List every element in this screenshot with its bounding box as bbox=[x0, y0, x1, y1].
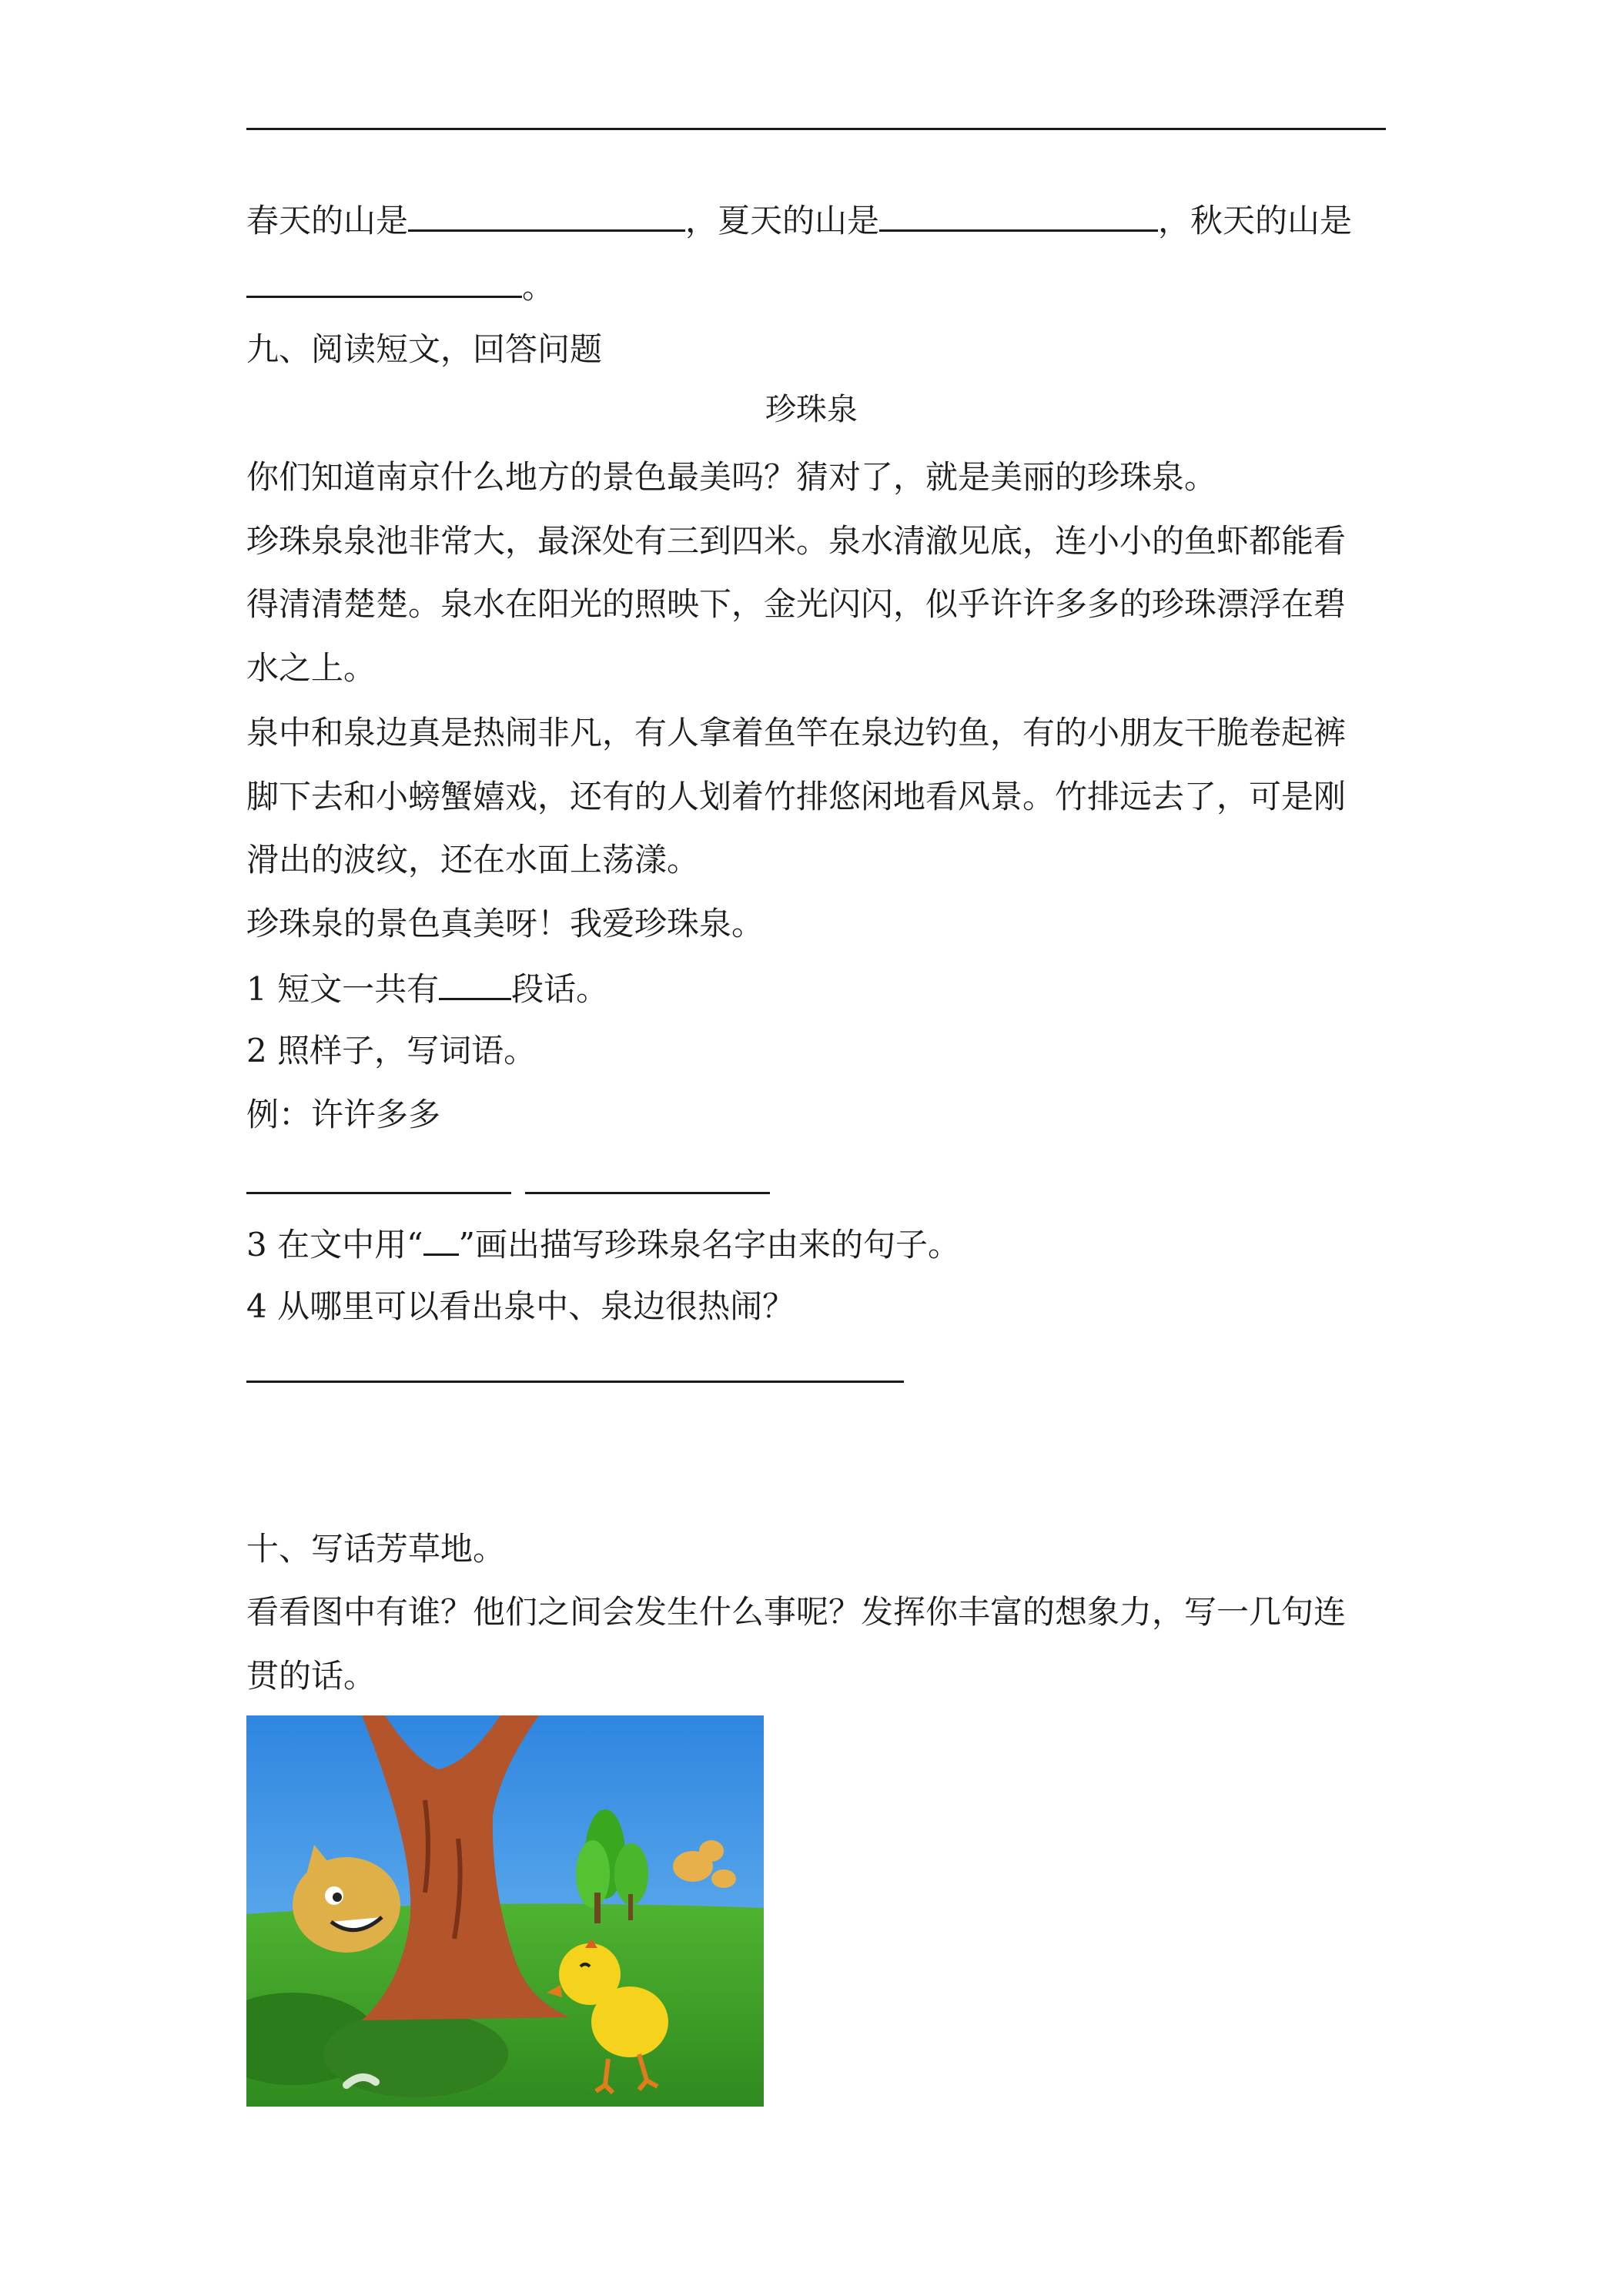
passage-line: 滑出的波纹，还在水面上荡漾。 bbox=[246, 841, 700, 879]
sentence-part-autumn: ，秋天的山是 bbox=[1158, 202, 1353, 239]
answer-line bbox=[246, 128, 1386, 130]
passage-line: 你们知道南京什么地方的景色最美吗？猜对了，就是美丽的珍珠泉。 bbox=[246, 458, 1217, 496]
passage-line: 泉中和泉边真是热闹非凡，有人拿着鱼竿在泉边钓鱼，有的小朋友干脆卷起裤 bbox=[246, 714, 1347, 751]
example-word: 例：许许多多 bbox=[246, 1096, 441, 1133]
answer-line[interactable] bbox=[525, 1192, 770, 1194]
blank-autumn[interactable] bbox=[246, 262, 522, 298]
answer-line[interactable] bbox=[246, 1381, 904, 1383]
passage-line: 脚下去和小螃蟹嬉戏，还有的人划着竹排悠闲地看风景。竹排远去了，可是刚 bbox=[246, 778, 1347, 815]
blank-spring[interactable] bbox=[408, 196, 685, 232]
blank-paragraph-count[interactable] bbox=[439, 964, 511, 1000]
question-1-text-a: 1 短文一共有 bbox=[246, 970, 440, 1008]
question-3-text-b: ”画出描写珍珠泉名字由来的句子。 bbox=[458, 1226, 961, 1263]
passage-line: 得清清楚楚。泉水在阳光的照映下，金光闪闪，似乎许许多多的珍珠漂浮在碧 bbox=[246, 585, 1347, 623]
sentence-part-spring: 春天的山是 bbox=[246, 202, 409, 239]
sentence-end: 。 bbox=[522, 268, 555, 306]
passage-line: 珍珠泉的景色真美呀！我爱珍珠泉。 bbox=[246, 905, 765, 942]
question-3-text-a: 3 在文中用“ bbox=[246, 1226, 423, 1263]
passage-title: 珍珠泉 bbox=[765, 392, 858, 427]
question-3 bbox=[246, 1220, 960, 1268]
section-heading: 九、阅读短文，回答问题 bbox=[246, 330, 603, 368]
passage-line: 水之上。 bbox=[246, 649, 376, 687]
question-2: 2 照样子，写词语。 bbox=[246, 1032, 537, 1069]
writing-prompt: 贯的话。 bbox=[246, 1657, 376, 1695]
answer-line[interactable] bbox=[246, 1192, 511, 1194]
question-4: 4 从哪里可以看出泉中、泉边很热闹？ bbox=[246, 1287, 795, 1325]
section-heading: 十、写话芳草地。 bbox=[246, 1530, 506, 1568]
underline-sample bbox=[423, 1220, 459, 1256]
seasons-mountain-sentence-end bbox=[246, 262, 554, 310]
writing-prompt: 看看图中有谁？他们之间会发生什么事呢？发挥你丰富的想象力，写一几句连 bbox=[246, 1593, 1347, 1631]
question-1-text-b: 段话。 bbox=[511, 970, 609, 1008]
blank-summer[interactable] bbox=[879, 196, 1158, 232]
cartoon-cat-chick-tree-illustration bbox=[246, 1715, 764, 2107]
seasons-mountain-sentence bbox=[246, 196, 1352, 244]
passage-line: 珍珠泉泉池非常大，最深处有三到四米。泉水清澈见底，连小小的鱼虾都能看 bbox=[246, 522, 1347, 560]
sentence-part-summer: ，夏天的山是 bbox=[685, 202, 880, 239]
question-1 bbox=[246, 964, 608, 1012]
